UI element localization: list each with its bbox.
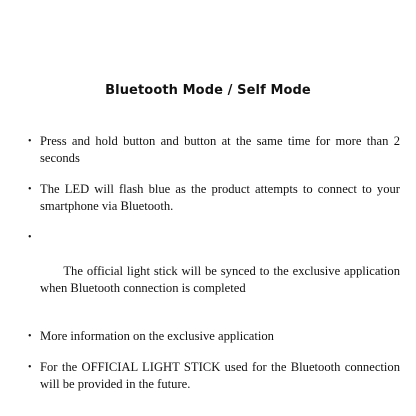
bullet-icon: • xyxy=(28,232,32,243)
bullet-icon: • xyxy=(28,362,32,373)
list-item xyxy=(28,181,400,215)
bullet-icon: • xyxy=(28,136,32,147)
list-item-text: More information on the exclusive application xyxy=(40,329,274,343)
list-item xyxy=(28,229,407,314)
list-item-text: The LED will flash blue as the product attempts to connect to your smartphone via Bluetooth. xyxy=(40,182,400,213)
list-item xyxy=(28,328,400,345)
list-item xyxy=(28,133,400,167)
list-item-text: Press and hold button and button at the same time for more than 2 seconds xyxy=(40,134,400,165)
list-item xyxy=(28,359,400,393)
page-title: Bluetooth Mode / Self Mode xyxy=(105,83,311,98)
bullet-icon: • xyxy=(28,331,32,342)
bullet-icon: • xyxy=(28,184,32,195)
list-item-text: The official light stick will be synced to the exclusive application when Bluetooth connection is completed xyxy=(40,264,407,295)
instruction-list xyxy=(28,133,407,407)
list-item-text: For the OFFICIAL LIGHT STICK used for the Bluetooth connection will be provided in the future. xyxy=(40,360,400,391)
